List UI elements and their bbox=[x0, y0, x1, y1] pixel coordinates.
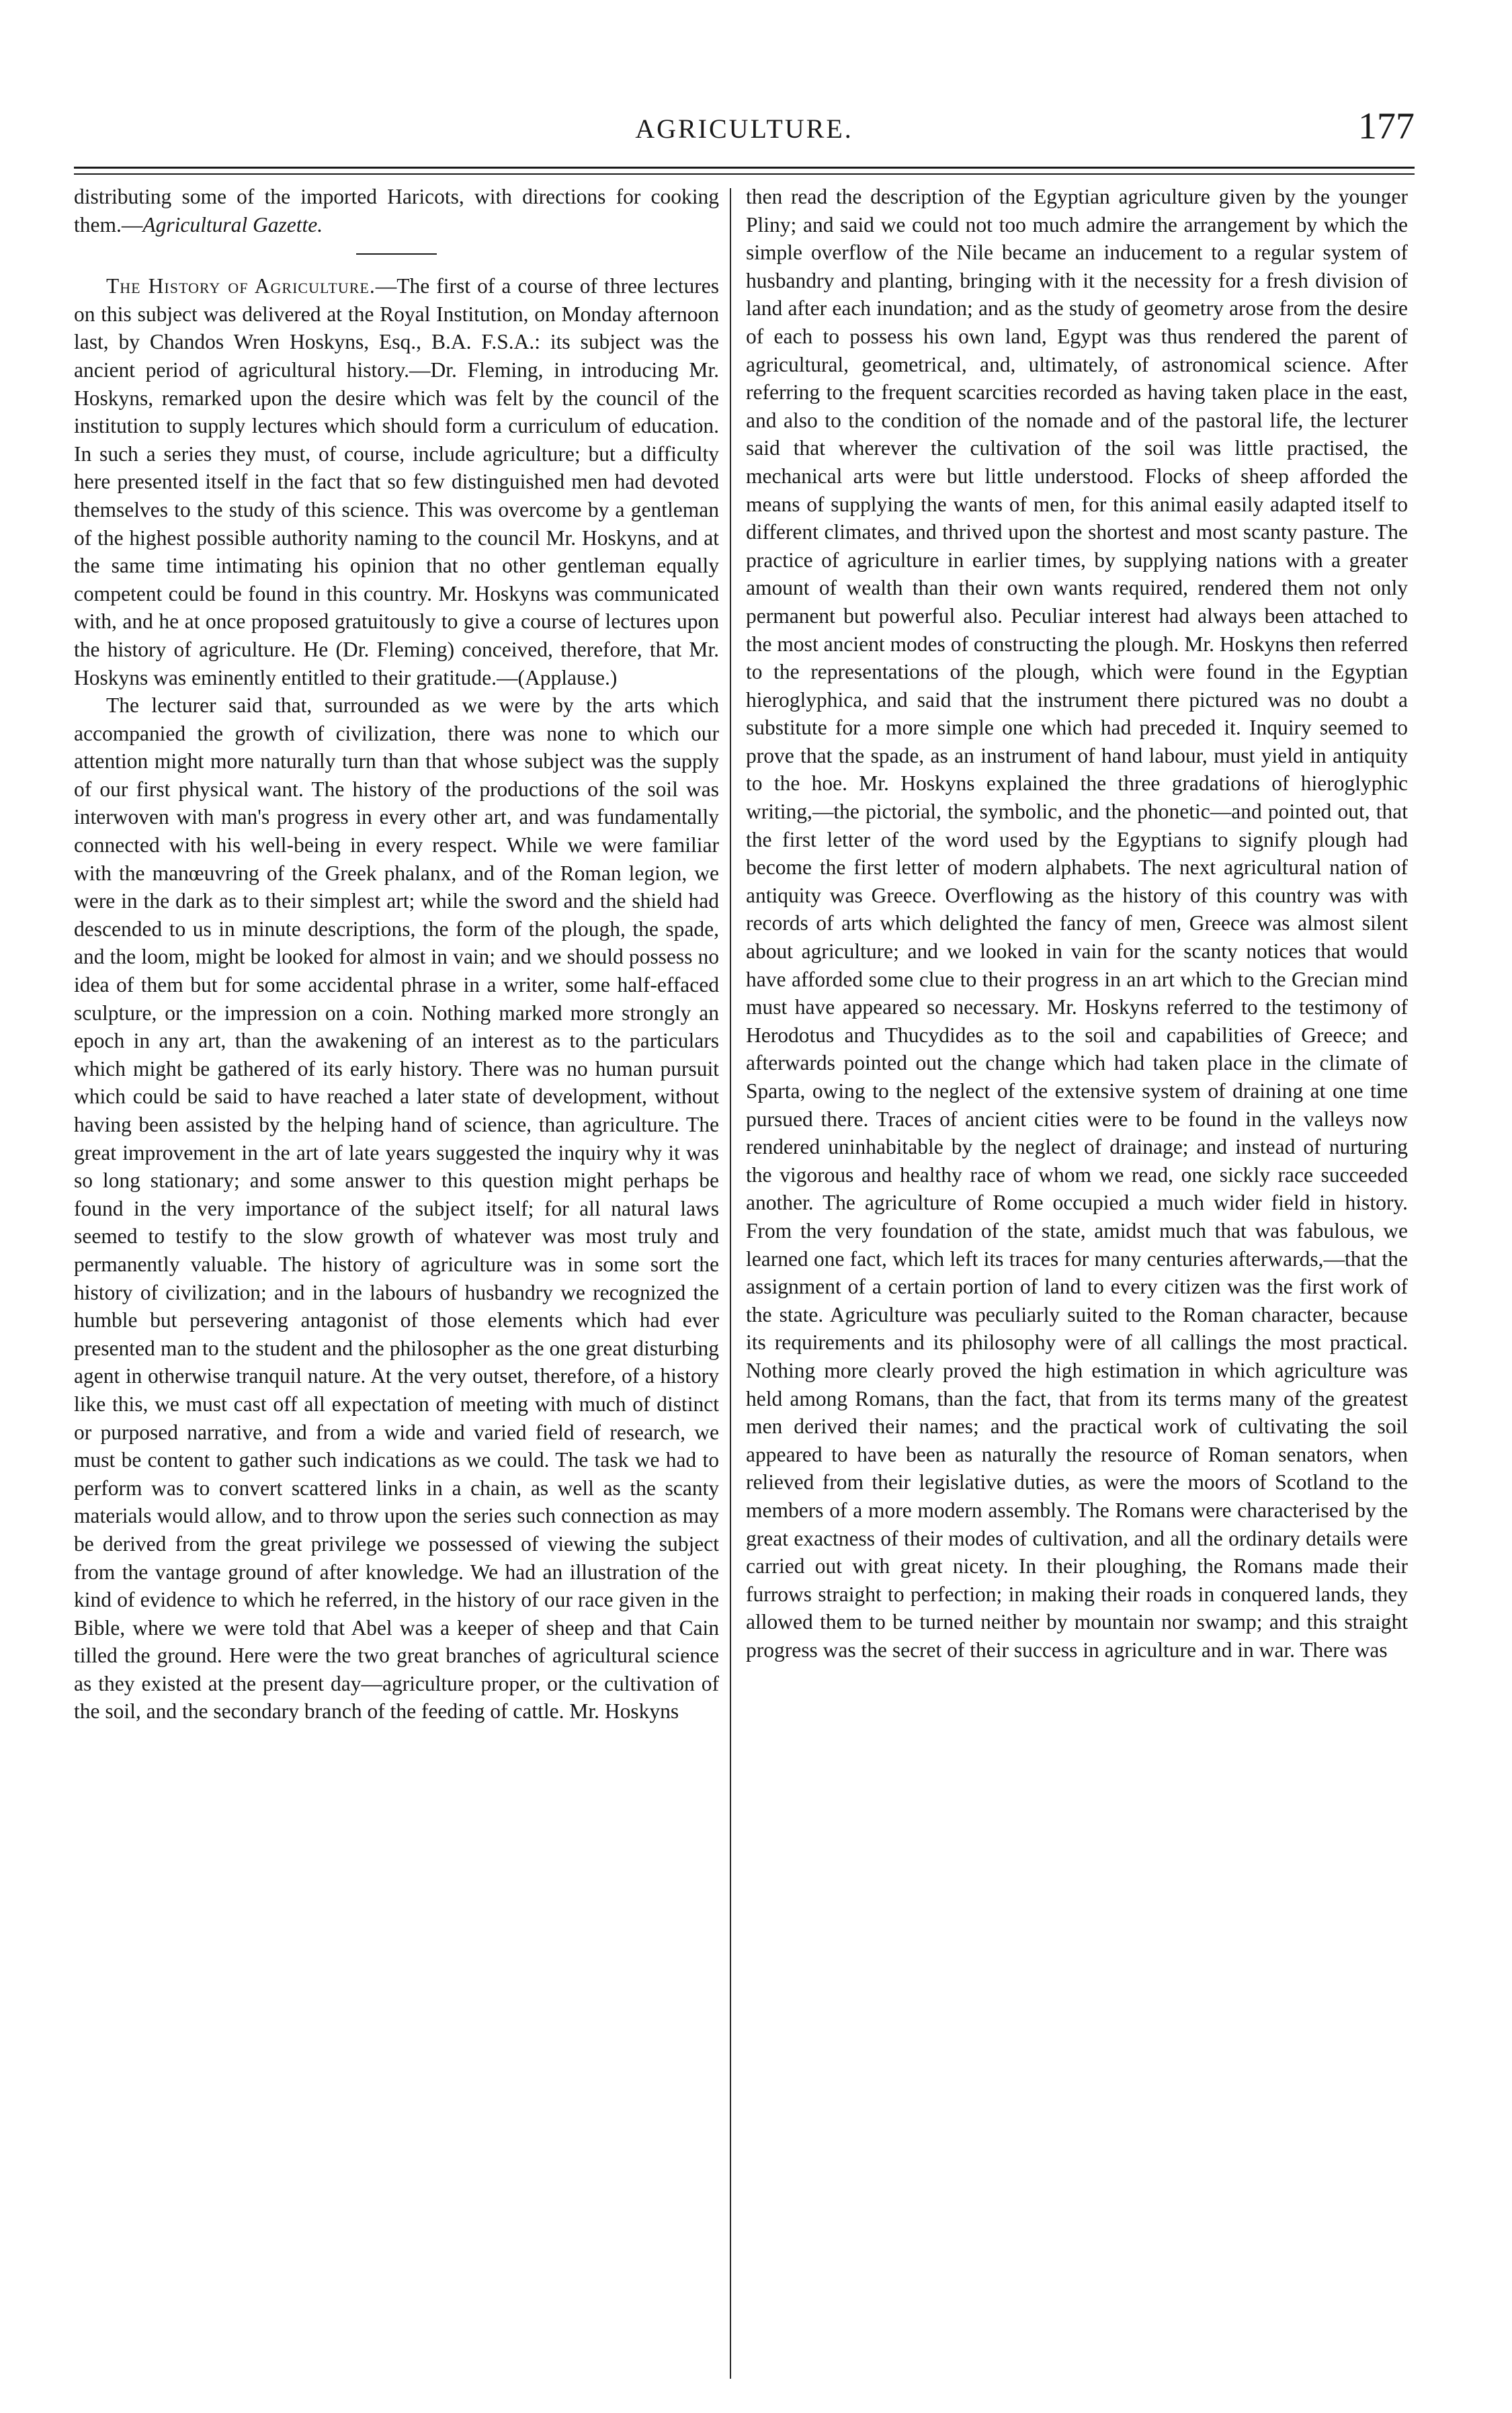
left-column bbox=[74, 183, 719, 2387]
continuation-paragraph bbox=[74, 183, 719, 239]
continuation-text: distributing some of the imported Haricots, with directions for cooking them.— bbox=[74, 185, 719, 237]
header-rule-thick bbox=[74, 167, 1415, 169]
article-paragraph-1: —The first of a course of three lectures on this subject was delivered at the Royal Institution, on Monday afternoon last, by Chandos Wren Hoskyns, Esq., B.A. F.S.A.: its subject was the ancient period of agricultural history.—Dr. Fleming, in introducing Mr. Hoskyns, remarked upon the desire which was felt by the council of the institution to supply lectures which should form a curriculum of education. In such a series they must, of course, include agriculture; but a difficulty here presented itself in the fact that so few distinguished men had devoted themselves to the study of this science. This was overcome by a gentleman of the highest possible authority naming to the council Mr. Hoskyns, and at the same time intimating his opinion that no other gentleman equally competent could be found in this country. Mr. Hoskyns was communicated with, and he at once proposed gratuitously to give a course of lectures upon the history of agriculture. He (Dr. Fleming) conceived, therefore, that Mr. Hoskyns was eminently entitled to their gratitude.—(Applause.) bbox=[74, 274, 719, 689]
page-header bbox=[74, 101, 1415, 155]
article-heading: The History of Agriculture. bbox=[106, 274, 376, 298]
article-paragraph-2: The lecturer said that, surrounded as we were by the arts which accompanied the growth of civilization, there was none to which our attention might more naturally turn than that whose subject was the supply of our first physical want. The history of the productions of the soil was interwoven with man's progress in every other art, and was fundamentally connected with his well-being in every respect. While we were familiar with the manœuvring of the Greek phalanx, and of the Roman legion, we were in the dark as to their simplest art; while the sword and the shield had descended to us in minute descriptions, the form of the plough, the spade, and the loom, might be looked for almost in vain; and we should possess no idea of them but for some accidental phrase in a writer, some half-effaced sculpture, or the impression on a coin. Nothing marked more strongly an epoch in any art, than the awakening of an interest as to the particulars which might be gathered of its early history. There was no human pursuit which could be said to have reached a later state of development, without having been assisted by the helping hand of science, than agriculture. The great improvement in the art of late years suggested the inquiry why it was so long stationary; and some answer to this question might perhaps be found in the very importance of the subject itself; for all natural laws seemed to testify to the slow growth of whatever was most truly and permanently valuable. The history of agriculture was in some sort the history of civilization; and in the labours of husbandry we recognized the humble but persevering antagonist of those elements which had ever presented man to the student and the philosopher as the one great disturbing agent in otherwise tranquil nature. At the very outset, therefore, of a history like this, we must cast off all expectation of meeting with much of distinct or purposed narrative, and from a wide and varied field of research, we must be content to gather such indications as we could. The task we had to perform was to convert scattered links in a chain, as well as the scanty materials would allow, and to throw upon the series such connection as may be derived from the great privilege we possessed of viewing the subject from the vantage ground of after knowledge. We had an illustration of the kind of evidence to which he referred, in the history of our race given in the Bible, where we were told that Abel was a keeper of sheep and that Cain tilled the ground. Here were the two great branches of agricultural science as they existed at the present day—agriculture proper, or the cultivation of the soil, and the secondary branch of the feeding of cattle. Mr. Hoskyns bbox=[74, 693, 719, 1724]
right-column-paragraph: then read the description of the Egyptian agriculture given by the younger Pliny; and said we could not too much admire the arrangement by which the simple overflow of the Nile became an inducement to a regular system of husbandry and planting, bringing with it the necessity for a fresh division of land after each inundation; and as the study of geometry arose from the desire of each to possess his own land, Egypt was thus rendered the parent of agricultural, geometrical, and, ultimately, of astronomical science. After referring to the frequent scarcities recorded as having taken place in the east, and also to the condition of the nomade and of the pastoral life, the lecturer said that wherever the cultivation of the soil was little practised, the mechanical arts were but little understood. Flocks of sheep afforded the means of supplying the wants of men, for this animal easily adapted itself to different climates, and thrived upon the shortest and most scanty pasture. The practice of agriculture in earlier times, by supplying nations with a greater amount of wealth than their own wants required, rendered them not only permanent but powerful also. Peculiar interest had always been attached to the most ancient modes of constructing the plough. Mr. Hoskyns then referred to the representations of the plough, which were found in the Egyptian hieroglyphica, and said that the instrument there pictured was no doubt a substitute for a more simple one which had preceded it. Inquiry seemed to prove that the spade, as an instrument of hand labour, must yield in antiquity to the hoe. Mr. Hoskyns explained the three gradations of hieroglyphic writing,—the pictorial, the symbolic, and the phonetic—and pointed out, that the first letter of the word used by the Egyptians to signify plough had become the first letter of modern alphabets. The next agricultural nation of antiquity was Greece. Overflowing as the history of this country was with records of arts which delighted the fancy of men, Greece was almost silent about agriculture; and we looked in vain for the scanty notices that would have afforded some clue to their progress in an art which to the Grecian mind must have appeared so necessary. Mr. Hoskyns referred to the testimony of Herodotus and Thucydides as to the soil and capabilities of Greece; and afterwards pointed out the change which had taken place in the climate of Sparta, owing to the neglect of the extensive system of draining at one time pursued there. Traces of ancient cities were to be found in the valleys now rendered uninhabitable by the neglect of drainage; and instead of nurturing the vigorous and healthy race of whom we read, one sickly race succeeded another. The agriculture of Rome occupied a much wider field in history. From the very foundation of the state, amidst much that was fabulous, we learned one fact, which left its traces for many centuries afterwards,—that the assignment of a certain portion of land to every citizen was the first work of the state. Agriculture was peculiarly suited to the Roman character, because its requirements and its philosophy were of all callings the most practical. Nothing more clearly proved the high estimation in which agriculture was held among Romans, than the fact, that from its terms many of the greatest men derived their names; and the practical work of cultivating the soil appeared to have been as naturally the resource of Roman senators, when relieved from their legislative duties, as were the moors of Scotland to the members of a more modern assembly. The Romans were characterised by the great exactness of their modes of cultivation, and all the ordinary details were carried out with great nicety. In their ploughing, the Romans made their furrows straight to perfection; in making their roads in conquered lands, they allowed them to be turned neither by mountain nor swamp; and this straight progress was the secret of their success in agriculture and in war. There was bbox=[746, 185, 1408, 1662]
article-separator-rule bbox=[356, 253, 437, 255]
header-rule-thin bbox=[74, 173, 1415, 175]
right-column bbox=[746, 183, 1408, 2387]
column-divider bbox=[730, 188, 731, 2379]
article-lead-paragraph bbox=[74, 272, 719, 691]
running-title: AGRICULTURE. bbox=[635, 114, 853, 144]
page-number: 177 bbox=[1358, 105, 1415, 147]
continuation-source: Agricultural Gazette. bbox=[142, 212, 323, 237]
